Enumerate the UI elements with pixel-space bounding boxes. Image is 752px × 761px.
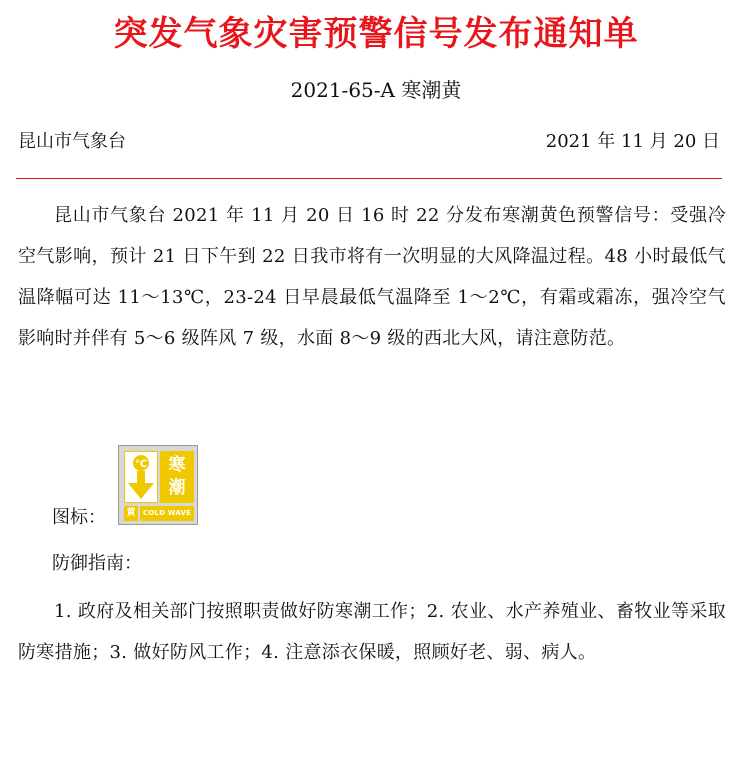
icon-english-label: COLD WAVE [140, 506, 194, 521]
cold-wave-label-panel [160, 451, 194, 503]
issuer-name: 昆山市气象台 [18, 131, 126, 152]
icon-label: 图标： [52, 507, 106, 528]
icon-char-chao: 潮 [168, 478, 186, 498]
defense-guide-heading: 防御指南： [52, 553, 142, 574]
issue-date: 2021 年 11 月 20 日 [545, 131, 720, 152]
document-number: 2021-65-A 寒潮黄 [290, 78, 462, 102]
icon-color-char: 黄 [124, 506, 138, 521]
warning-body-text: 昆山市气象台 2021 年 11 月 20 日 16 时 22 分发布寒潮黄色预警信号：受强冷空气影响，预计 21 日下午到 22 日我市将有一次明显的大风降温过程。48 小时最低气温降幅可达 11～13℃，23-24 日早晨最低气温降至 1～2℃，有霜或霜冻，强冷空气影响时并伴有 5～6 级阵风 7 级，水面 8～9 级的西北大风，请注意防范。 [18, 205, 726, 349]
notice-title: 突发气象灾害预警信号发布通知单 [113, 14, 639, 54]
defense-guide-text: 1. 政府及相关部门按照职责做好防寒潮工作；2. 农业、水产养殖业、畜牧业等采取防寒措施；3. 做好防风工作；4. 注意添衣保暖，照顾好老、弱、病人。 [18, 601, 726, 663]
header-divider [16, 178, 722, 179]
celsius-symbol: ℃ [134, 459, 148, 470]
icon-char-han: 寒 [168, 455, 186, 475]
cold-wave-yellow-warning-icon [118, 445, 198, 525]
thermometer-arrow-icon [124, 451, 158, 503]
